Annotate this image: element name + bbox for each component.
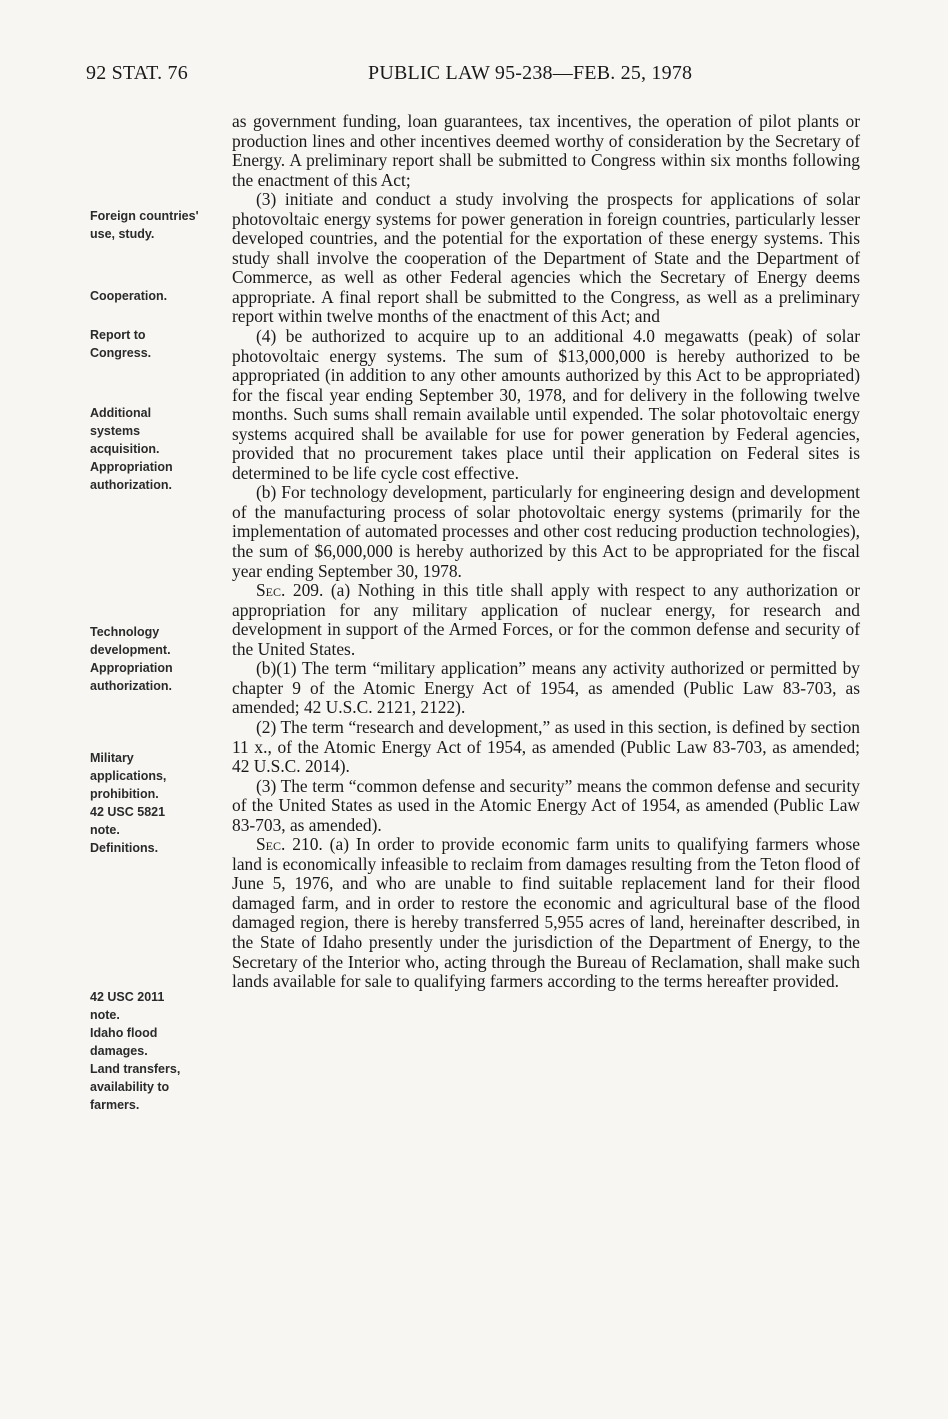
paragraph-common-defense-definition: (3) The term “common defense and security” means the common defense and security of the United States as used in the Atomic Energy Act of 1954, as amended (Public Law 83-703, as amended).: [232, 775, 860, 835]
paragraph-section-210: [232, 835, 860, 991]
paragraph-research-definition: (2) The term “research and development,” as used in this section, is defined by section 11 x., of the Atomic Energy Act of 1954, as amended (Public Law 83-703, as amended; 42 U.S.C. 2014).: [232, 716, 860, 777]
paragraph-section-209: [232, 581, 860, 659]
public-law-reference: PUBLIC LAW 95-238—FEB. 25, 1978: [368, 62, 693, 84]
paragraph-military-application-definition: (b)(1) The term “military application” means any activity authorized or permitted by chapter 9 of the Atomic Energy Act of 1954, as amended (Public Law 83-703, as amended; 42 U.S.C. 2121, 2122).: [232, 658, 860, 718]
margin-note-foreign-countries: Foreign countries' use, study.: [90, 209, 199, 241]
margin-note-military-applications: Military applications, prohibition. 42 USC 5821 note. Definitions.: [90, 751, 167, 855]
section-209-label: Sec. 209.: [256, 580, 324, 601]
section-210-text: (a) In order to provide economic farm units to qualifying farmers whose land is economically infeasible to reclaim from damages resulting from the Teton flood of June 5, 1976, and who are unable to find suitable replacement land for their flood damaged farm, and in order to restore the economic and agricultural base of the flood damaged region, there is hereby transferred 5,955 acres of land, hereinafter described, in the State of Idaho presently under the jurisdiction of the Department of Energy, to the Secretary of the Interior who, acting through the Bureau of Reclamation, shall make such lands available for sale to qualifying farmers according to the terms hereafter provided.: [232, 834, 860, 992]
margin-note-cooperation: Cooperation.: [90, 289, 168, 303]
paragraph-incentives-continuation: as government funding, loan guarantees, tax incentives, the operation of pilot plants or production lines and other incentives deemed worthy of consideration by the Secretary of Energy. A preliminary report shall be submitted to Congress within six months following the enactment of this Act;: [232, 111, 860, 190]
paragraph-foreign-study: (3) initiate and conduct a study involving the prospects for applications of solar photovoltaic energy systems for power generation in foreign countries, particularly lesser developed countries, and the potential for the exportation of these energy systems. This study shall involve the cooperation of the Department of State and the Department of Commerce, as well as other Federal agencies which the Secretary of Energy deems appropriate. A final report shall be submitted to the Congress, as well as a preliminary report within twelve months of the enactment of this Act; and: [232, 189, 860, 327]
statute-body-text: [232, 112, 860, 992]
paragraph-technology-development: (b) For technology development, particularly for engineering design and development of the manufacturing process of solar photovoltaic energy systems (primarily for the implementation of automated processes and other cost reducing production technologies), the sum of $6,000,000 is hereby authorized by this Act to be appropriated for the fiscal year ending September 30, 1978.: [232, 482, 860, 581]
margin-note-technology-development: Technology development. Appropriation authorization.: [90, 625, 173, 693]
margin-note-additional-systems: Additional systems acquisition. Appropriation authorization.: [90, 406, 173, 492]
section-210-label: Sec. 210.: [256, 834, 323, 855]
section-209-text: (a) Nothing in this title shall apply with respect to any authorization or appropriation for any military application of nuclear energy, for research and development in support of the Armed Forces, or for the common defense and security of the United States.: [232, 580, 860, 659]
page-header: [86, 62, 860, 92]
margin-note-idaho-flood: 42 USC 2011 note. Idaho flood damages. Land transfers, availability to farmers.: [90, 990, 181, 1112]
statute-page-reference: 92 STAT. 76: [86, 62, 188, 84]
margin-note-report-to-congress: Report to Congress.: [90, 328, 152, 360]
paragraph-additional-acquisition: (4) be authorized to acquire up to an additional 4.0 megawatts (peak) of solar photovoltaic energy systems. The sum of $13,000,000 is hereby authorized to be appropriated (in addition to any other amounts authorized by this Act to be appropriated) for the fiscal year ending September 30, 1978, and for delivery in the following twelve months. Such sums shall remain available until expended. The solar photovoltaic energy systems acquired shall be available for use for power generation by Federal agencies, provided that no procurement takes place until their application on Federal sites is determined to be life cycle cost effective.: [232, 326, 860, 483]
